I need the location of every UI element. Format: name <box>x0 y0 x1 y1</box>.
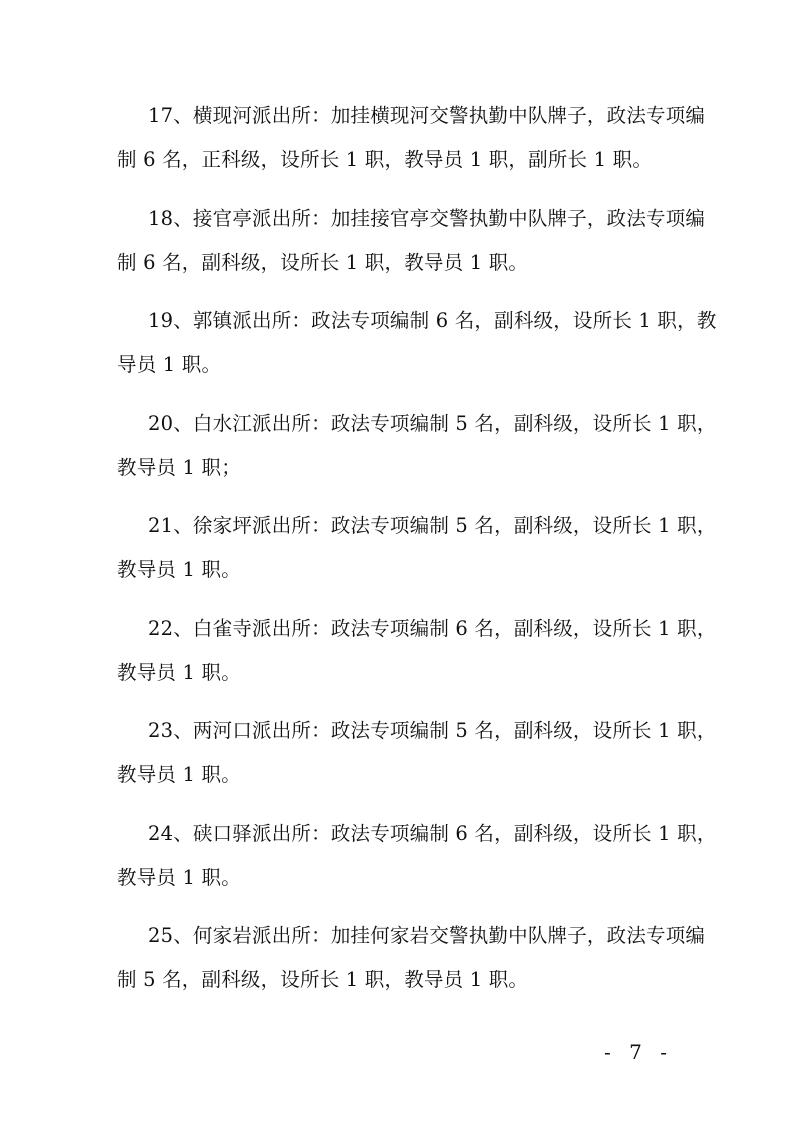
entry-line: 制 6 名，正科级，设所长 1 职，教导员 1 职，副所长 1 职。 <box>117 148 653 171</box>
entry-line: 制 6 名，副科级，设所长 1 职，教导员 1 职。 <box>117 250 529 274</box>
entry-list <box>117 94 717 1017</box>
list-item <box>117 914 706 1017</box>
list-item <box>117 812 717 915</box>
entry-line: 24、硖口驿派出所：政法专项编制 6 名，副科级，设所长 1 职， <box>148 821 717 845</box>
entry-line: 25、何家岩派出所：加挂何家岩交警执勤中队牌子，政法专项编 <box>148 924 706 947</box>
entry-line: 17、横现河派出所：加挂横现河交警执勤中队牌子，政法专项编 <box>148 104 706 127</box>
entry-line: 制 5 名，副科级，设所长 1 职，教导员 1 职。 <box>117 968 529 991</box>
entry-line: 导员 1 职。 <box>117 353 222 376</box>
entry-line: 19、郭镇派出所：政法专项编制 6 名，副科级，设所长 1 职，教 <box>148 309 717 332</box>
entry-line: 18、接官亭派出所：加挂接官亭交警执勤中队牌子，政法专项编 <box>148 206 706 230</box>
entry-line: 22、白雀寺派出所：政法专项编制 6 名，副科级，设所长 1 职， <box>148 616 717 640</box>
list-item <box>117 197 706 300</box>
entry-line: 20、白水江派出所：政法专项编制 5 名，副科级，设所长 1 职， <box>148 411 717 435</box>
page-number: - 7 - <box>604 1040 673 1064</box>
list-item <box>117 402 717 505</box>
entry-line: 教导员 1 职。 <box>117 558 241 581</box>
entry-line: 23、两河口派出所：政法专项编制 5 名，副科级，设所长 1 职， <box>148 719 717 742</box>
list-item <box>117 607 717 710</box>
list-item <box>117 709 717 812</box>
entry-line: 教导员 1 职。 <box>117 865 241 889</box>
list-item <box>117 94 706 197</box>
entry-line: 教导员 1 职。 <box>117 763 241 786</box>
list-item <box>117 504 717 607</box>
entry-line: 教导员 1 职。 <box>117 660 241 684</box>
entry-line: 21、徐家坪派出所：政法专项编制 5 名，副科级，设所长 1 职， <box>148 514 717 537</box>
list-item <box>117 299 717 402</box>
entry-line: 教导员 1 职； <box>117 455 241 479</box>
